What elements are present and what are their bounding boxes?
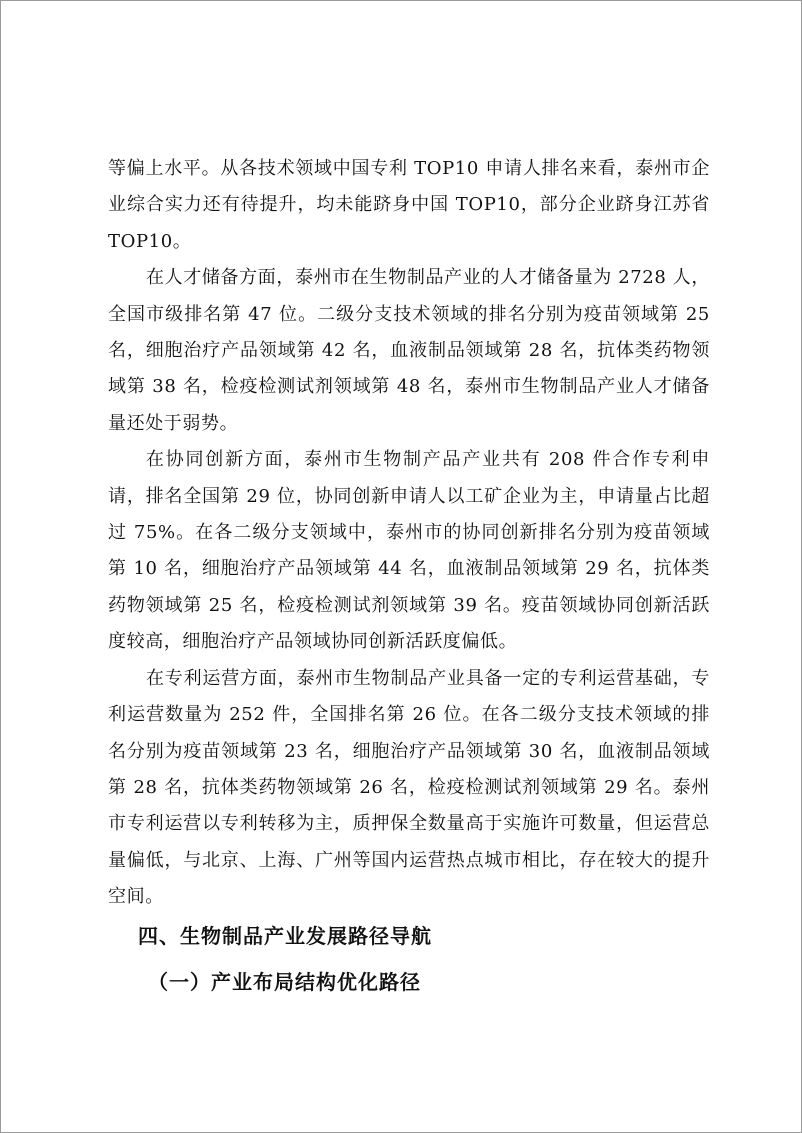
subsection-heading: （一）产业布局结构优化路径 bbox=[148, 969, 421, 994]
paragraph-continuation: 等偏上水平。从各技术领域中国专利 TOP10 申请人排名来看，泰州市企业综合实力还有待提升，均未能跻身中国 TOP10，部分企业跻身江苏省 TOP10。 bbox=[108, 158, 710, 252]
document-body bbox=[108, 151, 710, 1002]
paragraph-collaborative-innovation: 在协同创新方面，泰州市生物制产品产业共有 208 件合作专利申请，排名全国第 29 位，协同创新申请人以工矿企业为主，申请量占比超过 75%。在各二级分支领域中，泰州市的协同创新排名分别为疫苗领域第 10 名，细胞治疗产品领域第 44 名，血液制品领域第 29 名，抗体类药物领域第 25 名，检疫检测试剂领域第 39 名。疫苗领域协同创新活跃度较高，细胞治疗产品领域协同创新活跃度偏低。 bbox=[108, 449, 710, 653]
paragraph-talent-reserve: 在人才储备方面，泰州市在生物制品产业的人才储备量为 2728 人，全国市级排名第 47 位。二级分支技术领域的排名分别为疫苗领域第 25 名，细胞治疗产品领域第 42 名，血液制品领域第 28 名，抗体类药物领域第 38 名，检疫检测试剂领域第 48 名，泰州市生物制品产业人才储备量还处于弱势。 bbox=[108, 267, 710, 434]
section-heading: 四、生物制品产业发展路径导航 bbox=[138, 923, 432, 948]
paragraph-patent-operation: 在专利运营方面，泰州市生物制品产业具备一定的专利运营基础，专利运营数量为 252 件，全国排名第 26 位。在各二级分支技术领域的排名分别为疫苗领域第 23 名，细胞治疗产品领域第 30 名，血液制品领域第 28 名，抗体类药物领域第 26 名，检疫检测试剂领域第 29 名。泰州市专利运营以专利转移为主，质押保全数量高于实施许可数量，但运营总量偏低，与北京、上海、广州等国内运营热点城市相比，存在较大的提升空间。 bbox=[108, 667, 710, 908]
